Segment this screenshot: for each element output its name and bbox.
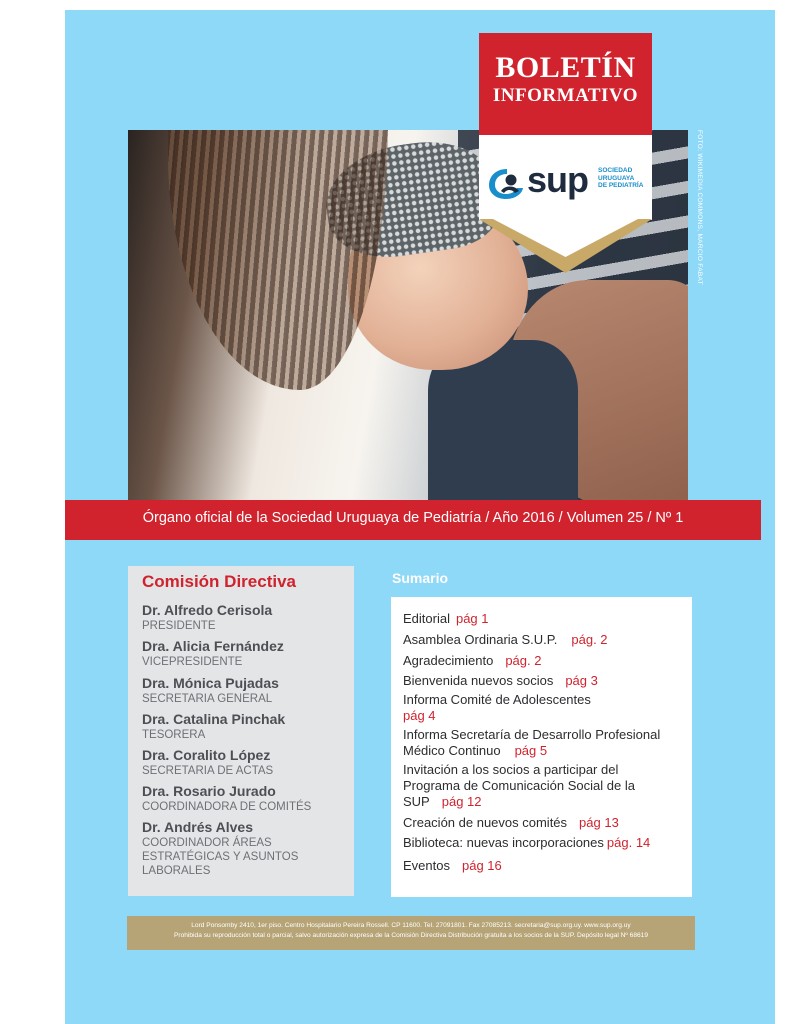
toc-entry-page: pág. 2 — [505, 653, 542, 668]
toc-entry-page: pág. 14 — [606, 835, 651, 850]
toc-entry[interactable] — [403, 611, 688, 627]
toc-entry-page: pág 3 — [565, 673, 598, 688]
member-item — [142, 747, 273, 778]
banner-chevron — [479, 219, 652, 273]
toc-entry-page: pág 4 — [403, 708, 436, 723]
sup-logo — [487, 161, 647, 201]
toc-entry-page: pág. 2 — [571, 632, 608, 647]
member-role: VICEPRESIDENTE — [142, 656, 243, 668]
toc-entry-title: Biblioteca: nuevas incorporaciones — [403, 835, 604, 850]
member-role: PRESIDENTE — [142, 620, 216, 632]
publication-subtitle: Órgano oficial de la Sociedad Uruguaya de Pediatría / Año 2016 / Volumen 25 / Nº 1 — [142, 510, 684, 526]
footer-legal: Prohibida su reproducción total o parcial, salvo autorización expresa de la Comisión Directiva Distribución gratuita a los socios de la SUP. Depósito legal Nº 68619 — [174, 932, 648, 939]
member-name: Dr. Andrés Alves — [142, 819, 254, 835]
member-role: COORDINADOR ÁREAS ESTRATÉGICAS Y ASUNTOS LABORALES — [142, 837, 299, 877]
toc-entry-title: Informa Comité de Adolescentes — [403, 692, 591, 707]
member-name: Dra. Rosario Jurado — [142, 783, 276, 799]
sumario-title: Sumario — [392, 570, 449, 586]
toc-entry[interactable] — [403, 632, 688, 648]
member-role: SECRETARIA DE ACTAS — [142, 765, 274, 777]
toc-entry[interactable] — [403, 835, 688, 851]
toc-entry-page: pág 12 — [441, 794, 482, 809]
member-role: COORDINADORA DE COMITÉS — [142, 801, 312, 813]
toc-entry-page: pág 16 — [461, 858, 502, 873]
member-name: Dra. Mónica Pujadas — [142, 675, 279, 691]
comision-directiva-panel — [128, 566, 354, 896]
bulletin-title: BOLETÍN — [495, 51, 636, 84]
toc-entry[interactable] — [403, 692, 688, 724]
header-banner — [479, 33, 652, 273]
toc-entry-title: Editorial — [403, 611, 450, 626]
toc-entry[interactable] — [403, 673, 688, 689]
toc-entry-title: Bienvenida nuevos socios — [403, 673, 554, 688]
toc-entry-page: pág 1 — [455, 611, 489, 626]
sup-logo-text: sup — [527, 159, 589, 200]
toc-entry-title: Informa Secretaría de Desarrollo Profesional Médico Continuo — [403, 727, 661, 758]
toc-entry-title: Agradecimiento — [403, 653, 494, 668]
toc-entry[interactable] — [403, 727, 678, 759]
toc-entry-page: pág 5 — [514, 743, 548, 758]
footer-address: Lord Ponsomby 2410, 1er piso. Centro Hospitalario Pereira Rossell. CP 11600. Tel. 27091801. Fax 27085213. secretaria@sup.org.uy. www.sup.org.uy — [191, 922, 631, 929]
toc-entry-title: Eventos — [403, 858, 450, 873]
member-item — [142, 675, 279, 706]
member-item — [142, 602, 272, 633]
toc-entry[interactable] — [403, 858, 688, 874]
subtitle-bar — [65, 500, 761, 540]
member-item — [142, 783, 311, 814]
sumario-panel — [391, 597, 692, 897]
member-item — [142, 711, 285, 742]
footer-bar — [127, 916, 695, 950]
toc-entry[interactable] — [403, 653, 688, 669]
member-name: Dra. Coralito López — [142, 747, 271, 763]
member-name: Dra. Alicia Fernández — [142, 638, 284, 654]
toc-entry[interactable] — [403, 762, 663, 810]
comision-title: Comisión Directiva — [142, 572, 296, 591]
toc-entry[interactable] — [403, 815, 688, 831]
toc-entry-title: Creación de nuevos comités — [403, 815, 568, 830]
bulletin-subtitle: INFORMATIVO — [492, 85, 639, 106]
member-item — [142, 638, 284, 669]
member-role: TESORERA — [142, 729, 206, 741]
member-name: Dr. Alfredo Cerisola — [142, 602, 273, 618]
sup-logo-tagline: SOCIEDAD URUGUAYA DE PEDIATRÍA — [598, 167, 644, 189]
member-name: Dra. Catalina Pinchak — [142, 711, 286, 727]
toc-entry-title: Asamblea Ordinaria S.U.P. — [403, 632, 558, 647]
photo-credit: FOTO: WIKIMEDIA COMMONS, MARCIO FABAT — [696, 130, 703, 285]
toc-entry-page: pág 13 — [579, 815, 619, 830]
sup-logo-icon — [487, 163, 527, 203]
member-role: SECRETARIA GENERAL — [142, 693, 273, 705]
member-item — [142, 819, 332, 878]
toc-entry-title: Invitación a los socios a participar del Programa de Comunicación Social de la SUP — [403, 762, 635, 809]
